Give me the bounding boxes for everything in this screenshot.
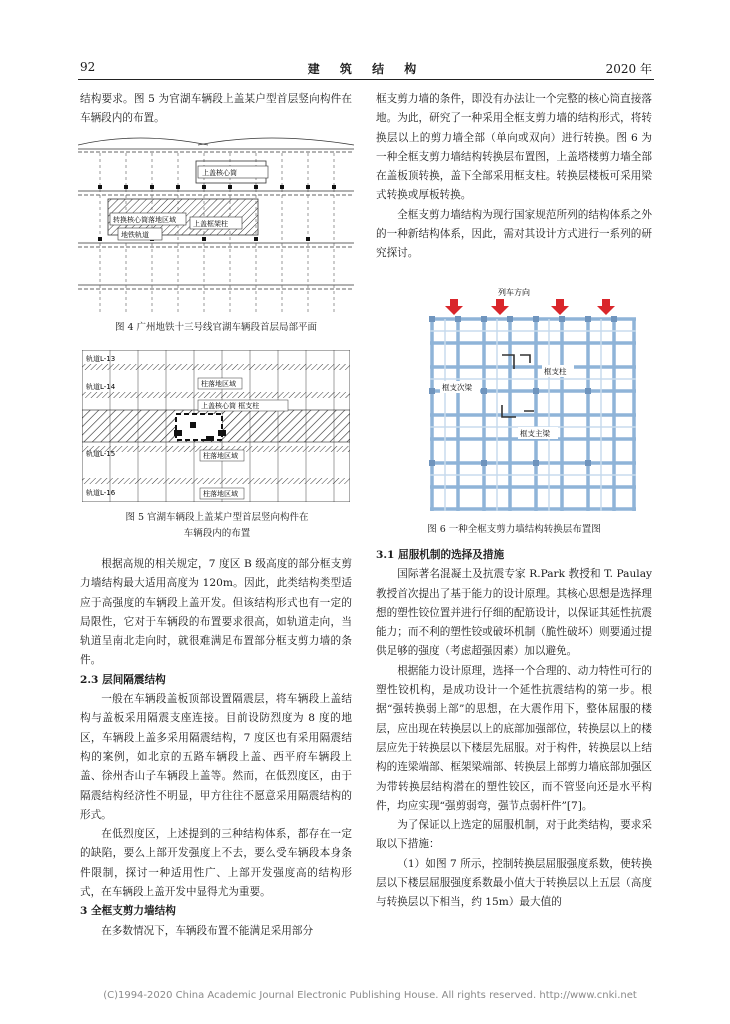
fig6-label-secondary-beam: 框支次梁 xyxy=(442,383,472,392)
section-heading-3: 3 全框支剪力墙结构 xyxy=(80,905,176,918)
fig5-label-column-zone-2: 柱落地区域 xyxy=(203,452,238,460)
right-top xyxy=(376,90,652,264)
figure-5-caption xyxy=(82,510,352,542)
section-heading-2-3: 2.3 层间隔震结构 xyxy=(80,673,166,686)
fig4-label-metro-track: 地铁轨道 xyxy=(121,231,149,239)
right-body xyxy=(376,546,652,913)
left-intro xyxy=(80,90,352,129)
page-number: 92 xyxy=(80,60,96,74)
fig6-label-transfer-column: 框支柱 xyxy=(544,367,567,376)
fig4-label-landing-zone: 转换核心筒落地区域 xyxy=(113,216,176,224)
fig5-label-core-column: 上盖核心筒 框支柱 xyxy=(201,402,260,410)
paragraph: 结构要求。图 5 为官湖车辆段上盖某户型首层竖向构件在车辆段内的布置。 xyxy=(80,93,352,125)
copyright-footer: (C)1994-2020 China Academic Journal Electronic Publishing House. All rights reserved. http://www.cnki.net xyxy=(103,990,637,1001)
fig4-label-frame-column: 上盖框架柱 xyxy=(193,220,228,228)
figure-6-caption: 图 6 一种全框支剪力墙结构转换层布置图 xyxy=(427,524,601,535)
fig5-track-l15: 轨道L-15 xyxy=(86,450,116,458)
fig5-label-column-zone-1: 柱落地区域 xyxy=(201,380,236,388)
paragraph: 一般在车辆段盖板顶部设置隔震层，将车辆段上盖结构与盖板采用隔震支座连接。目前设防烈度为 8 度的地区，车辆段上盖多采用隔震结构，7 度区也有采用隔震结构的案例，如北京的五路车辆段上盖、西平府车辆段上盖、徐州杏山子车辆段上盖等。然而，在低烈度区，由于隔震结构经济性不明显，甲方往往不愿意采用隔震结构的形式。 xyxy=(80,693,352,821)
paragraph: 根据高规的相关规定，7 度区 B 级高度的部分框支剪力墙结构最大适用高度为 120m。因此，此类结构类型适应于高强度的车辆段上盖开发。但该结构形式也有一定的局限性，它对于车辆段的布置要求很高，如轨道走向，当轨道呈南北走向时，就很难满足布置部分框支剪力墙的条件。 xyxy=(80,558,352,667)
publication-year: 2020 年 xyxy=(605,62,652,76)
left-body xyxy=(80,555,352,941)
paragraph: 框支剪力墙的条件，即没有办法让一个完整的核心筒直接落地。为此，研究了一种采用全框支剪力墙的结构形式，将转换层以上的剪力墙全部（单向或双向）进行转换。图 6 为一种全框支剪力墙结构转换层布置图，上盖塔楼剪力墙全部在盖板顶转换，盖下全部采用框支柱。转换层楼板可采用梁式转换或厚板转换。 xyxy=(376,93,652,202)
paragraph: 在低烈度区，上述提到的三种结构体系，都存在一定的缺陷，要么上部开发强度上不去，要么受车辆段本身条件限制，探讨一种适用性广、上部开发强度高的结构形式，在车辆段上盖开发中显得尤为重要。 xyxy=(80,828,352,899)
paragraph: 在多数情况下，车辆段布置不能满足采用部分 xyxy=(101,924,314,937)
journal-title: 建 筑 结 构 xyxy=(307,62,425,76)
paragraph: 国际著名混凝土及抗震专家 R.Park 教授和 T. Paulay 教授首次提出了基于能力的设计原理。其核心思想是选择理想的塑性铰位置并进行仔细的配筋设计，以保证其延性抗震能力；而不利的塑性铰或破坏机制（脆性破坏）则要通过提供足够的强度（考虑超强因素）加以避免。 xyxy=(376,568,652,658)
fig5-track-l14: 轨道L-14 xyxy=(86,383,116,391)
fig5-label-column-zone-3: 柱落地区域 xyxy=(203,490,238,498)
fig5-track-l13: 轨道L-13 xyxy=(86,355,116,363)
figure-6 xyxy=(424,285,642,513)
fig5-layout-drawing xyxy=(82,350,350,502)
paragraph: 全框支剪力墙结构为现行国家规范所列的结构体系之外的一种新结构体系，因此，需对其设计方式进行一系列的研究探讨。 xyxy=(376,208,652,260)
header-rule xyxy=(78,79,654,80)
fig4-plan-drawing xyxy=(78,133,354,317)
fig5-track-l16: 轨道L-16 xyxy=(86,489,116,497)
fig6-transfer-floor-drawing xyxy=(424,285,642,513)
figure-5 xyxy=(82,350,350,502)
paragraph: 根据能力设计原理，选择一个合理的、动力特性可行的塑性铰机构，是成功设计一个延性抗震结构的第一步。根据“强转换弱上部”的思想，在大震作用下，整体屈服的楼层，应出现在转换层以上的底部加强部位，转换层以上的楼层应先于转换层以下楼层先屈服。对于构件，转换层以上结构的连梁端部、框架梁端部、转换层上部剪力墙底部加强区为带转换层结构潜在的塑性铰区，而不管竖向还是水平构件，均应实现“强剪弱弯，强节点弱杆件”[7]。 xyxy=(376,664,652,812)
fig6-label-main-beam: 框支主梁 xyxy=(520,429,550,438)
section-heading-3-1: 3.1 屈服机制的选择及措施 xyxy=(376,549,505,561)
paragraph: （1）如图 7 所示，控制转换层屈服强度系数，使转换层以下楼层屈服强度系数最小值大于转换层以上五层（高度与转换层以下相当，约 15m）最大值的 xyxy=(376,857,652,909)
paragraph: 为了保证以上选定的屈服机制，对于此类结构，要求采取以下措施： xyxy=(376,819,652,851)
figure-5-caption-line-2: 车辆段内的布置 xyxy=(183,528,251,539)
figure-5-caption-line-1: 图 5 官湖车辆段上盖某户型首层竖向构件在 xyxy=(125,512,309,523)
fig4-label-core: 上盖核心筒 xyxy=(202,169,237,177)
page-header xyxy=(80,60,652,80)
fig6-label-train-direction: 列车方向 xyxy=(498,288,530,297)
figure-4-caption: 图 4 广州地铁十三号线官湖车辆段首层局部平面 xyxy=(114,322,318,333)
figure-4 xyxy=(78,133,354,317)
